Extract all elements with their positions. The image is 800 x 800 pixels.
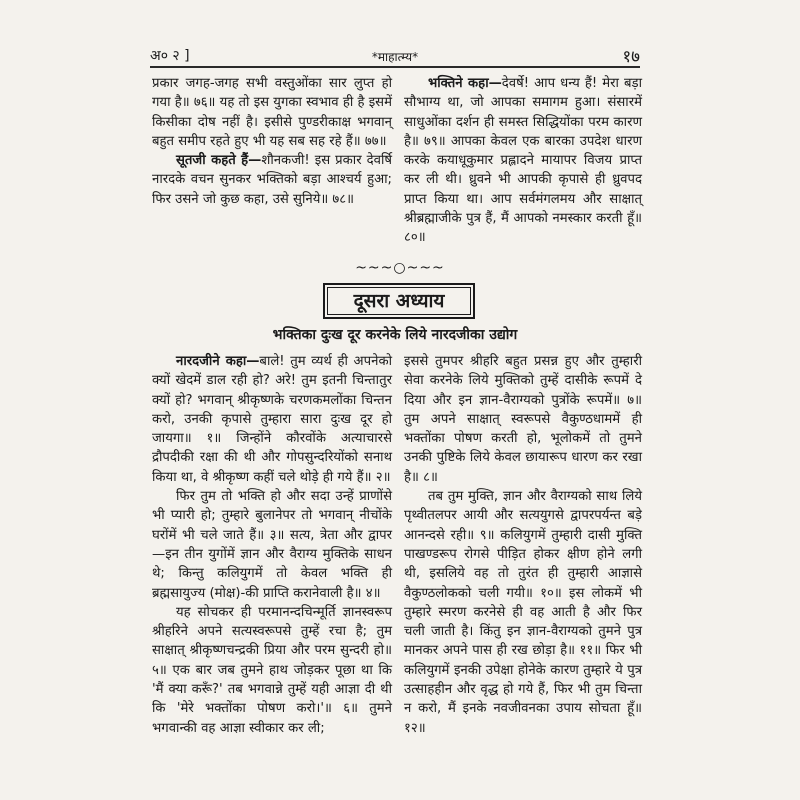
paragraph-text: शौनकजी! इस प्रकार देवर्षि नारदके वचन सुनकर भक्तिको बड़ा आश्चर्य हुआ; फिर उसने जो कुछ कहा, उसे सुनिये॥ ७८॥ <box>152 153 392 207</box>
paragraph: इससे तुमपर श्रीहरि बहुत प्रसन्न हुए और तुम्हारी सेवा करनेके लिये मुक्तिको तुम्हें दासीके रूपमें दे दिया और इन ज्ञान-वैराग्यको पुत्रोंके रूपमें॥ ७॥ तुम अपने साक्षात् स्वरूपसे वैकुण्ठधाममें ही भक्तोंका पोषण करती हो, भूलोकमें तो तुमने उनकी पुष्टिके लिये केवल छायारूप धारण कर रखा है॥ ८॥ <box>404 354 642 485</box>
running-title: *माहात्म्य* <box>371 50 419 64</box>
chapter-subtitle: भक्तिका दुःख दूर करनेके लिये नारदजीका उद्योग <box>272 327 518 343</box>
paragraph <box>404 74 642 248</box>
ornament-divider: ~~~○~~~ <box>355 260 445 276</box>
top-left-column <box>152 74 392 209</box>
bottom-right-column <box>404 352 642 738</box>
header-rule <box>150 66 640 68</box>
paragraph: यह सोचकर ही परमानन्दचिन्मूर्ति ज्ञानस्वरूप श्रीहरिने अपने सत्यस्वरूपसे तुम्हें रचा है; तुम साक्षात् श्रीकृष्णचन्द्रकी प्रिया और परम सुन्दरी हो॥ ५॥ एक बार जब तुमने हाथ जोड़कर पूछा था कि 'मैं क्या करूँ?' तब भगवान्ने तुम्हें यही आज्ञा दी थी कि 'मेरे भक्तोंका पोषण करो।'॥ ६॥ तुमने भगवान्की वह आज्ञा स्वीकार कर ली; <box>152 604 392 736</box>
speaker-label: भक्तिने कहा— <box>428 76 502 91</box>
page-number: १७ <box>622 47 640 67</box>
top-right-column <box>404 74 642 248</box>
chapter-title: दूसरा अध्याय <box>323 283 475 319</box>
speaker-label: सूतजी कहते हैं— <box>176 153 262 169</box>
paragraph-text: बाले! तुम व्यर्थ ही अपनेको क्यों खेदमें डाल रही हो? अरे! तुम इतनी चिन्तातुर क्यों हो? भगवान् श्रीकृष्णके चरणकमलोंका चिन्तन करो, उनकी कृपासे तुम्हारा सारा दुःख दूर हो जायगा॥ १॥ जिन्होंने कौरवोंके अत्याचारसे द्रौपदीकी रक्षा की थी और गोपसुन्दरियोंको सनाथ किया था, वे श्रीकृष्ण कहीं चले थोड़े ही गये हैं॥ २॥ <box>152 354 392 485</box>
paragraph <box>152 352 392 487</box>
paragraph <box>152 151 392 209</box>
paragraph: प्रकार जगह-जगह सभी वस्तुओंका सार लुप्त हो गया है॥ ७६॥ यह तो इस युगका स्वभाव ही है इसमें किसीका दोष नहीं है। इसीसे पुण्डरीकाक्ष भगवान् बहुत समीप रहते हुए भी यह सब सह रहे हैं॥ ७७॥ <box>152 76 392 149</box>
section-marker: अ० २ ] <box>150 48 190 64</box>
paragraph: तब तुम मुक्ति, ज्ञान और वैराग्यको साथ लिये पृथ्वीतलपर आयी और सत्ययुगसे द्वापरपर्यन्त बड़े आनन्दसे रही॥ ९॥ कलियुगमें तुम्हारी दासी मुक्ति पाखण्डरूप रोगसे पीड़ित होकर क्षीण होने लगी थी, इसलिये वह तो तुरंत ही तुम्हारी आज्ञासे वैकुण्ठलोकको चली गयी॥ १०॥ इस लोकमें भी तुम्हारे स्मरण करनेसे ही वह आती है और फिर चली जाती है। किंतु इन ज्ञान-वैराग्यको तुमने पुत्र मानकर अपने पास ही रख छोड़ा है॥ ११॥ फिर भी कलियुगमें इनकी उपेक्षा होनेके कारण तुम्हारे ये पुत्र उत्साहहीन और वृद्ध हो गये हैं, फिर भी तुम चिन्ता न करो, मैं इनके नवजीवनका उपाय सोचता हूँ॥ १२॥ <box>404 489 642 736</box>
bottom-left-column <box>152 352 392 738</box>
paragraph-text: देवर्षे! आप धन्य हैं! मेरा बड़ा सौभाग्य था, जो आपका समागम हुआ। संसारमें साधुओंका दर्शन ही समस्त सिद्धियोंका परम कारण है॥ ७९॥ आपका केवल एक बारका उपदेश धारण करके कयाधूकुमार प्रह्लादने मायापर विजय प्राप्त कर ली थी। ध्रुवने भी आपकी कृपासे ही ध्रुवपद प्राप्त किया था। आप सर्वमंगलमय और साक्षात् श्रीब्रह्माजीके पुत्र हैं, मैं आपको नमस्कार करती हूँ॥ ८०॥ <box>404 76 642 246</box>
speaker-label: नारदजीने कहा— <box>176 354 260 369</box>
paragraph: फिर तुम तो भक्ति हो और सदा उन्हें प्राणोंसे भी प्यारी हो; तुम्हारे बुलानेपर तो भगवान् नीचोंके घरोंमें भी चले जाते हैं॥ ३॥ सत्य, त्रेता और द्वापर—इन तीन युगोंमें ज्ञान और वैराग्य मुक्तिके साधन थे; किन्तु कलियुगमें तो केवल भक्ति ही ब्रह्मसायुज्य (मोक्ष)-की प्राप्ति करानेवाली है॥ ४॥ <box>152 489 392 601</box>
page-header <box>150 46 640 68</box>
